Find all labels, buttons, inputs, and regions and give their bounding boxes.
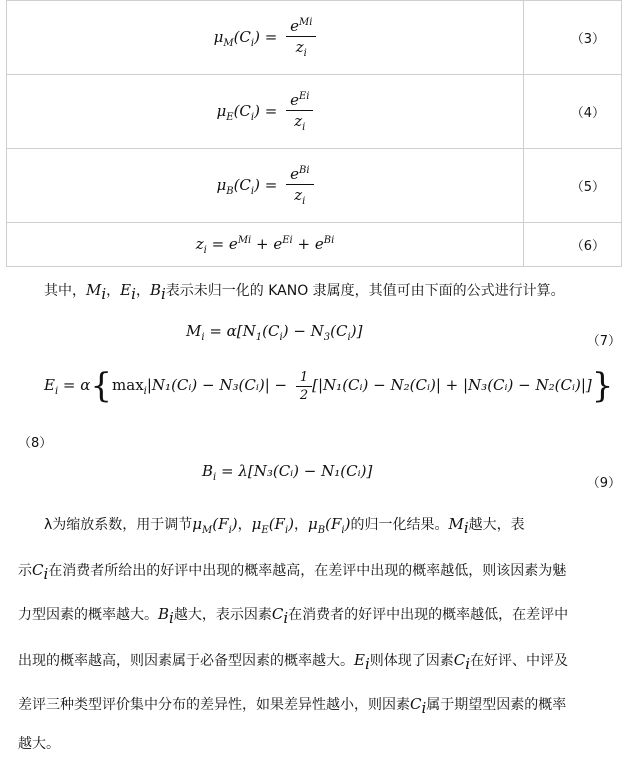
formula-cell [7, 75, 524, 149]
formula-5: $\mu_B(C_i)$ = $\frac{e^{Bi}}{z_i}$ [216, 176, 313, 194]
equation-number: （5） [524, 149, 622, 223]
intro-text: 其中，$M_i$，$E_i$，$B_i$表示未归一化的 KANO 隶属度，其值可由下面的公式进行计算。 [44, 281, 565, 303]
formula-row-5 [7, 149, 622, 223]
equation-number: （4） [524, 75, 622, 149]
formula-row-3 [7, 1, 622, 75]
formula-cell [7, 223, 524, 267]
equation-number: （8） [18, 436, 53, 451]
paragraph-line: λ为缩放系数，用于调节$\mu_M(F_i)$，$\mu_E(F_i)$，$\mu_B(F_i)$的归一化结果。$M_i$越大，表 [44, 515, 525, 537]
formula-9: $B_i$ = λ[N₃(Cᵢ) − N₁(Cᵢ)] [202, 462, 373, 483]
paragraph-line: 越大。 [18, 736, 60, 752]
formula-row-6 [7, 223, 622, 267]
formula-cell [7, 149, 524, 223]
formula-7: $M_i = \alpha[N_1(C_i) - N_3(C_i)]$ [186, 322, 363, 343]
formula-8: $E_i$ = $\alpha\{\max_i|N_1(Cᵢ)$ − N₃(Cᵢ)| − $\frac{1}{2}$ [|N₁(Cᵢ) − N₂(Cᵢ)| + |N₃(Cᵢ) − N₂(Cᵢ)|]} [44, 366, 614, 406]
equation-number: （3） [524, 1, 622, 75]
formula-6: $z_i = e^{Mi} + e^{Ei} + e^{Bi}$ [195, 234, 335, 256]
paragraph-line: 示$C_i$在消费者所给出的好评中出现的概率越高，在差评中出现的概率越低，则该因素为魅 [18, 561, 567, 583]
paragraph-line: 力型因素的概率越大。$B_i$越大，表示因素$C_i$在消费者的好评中出现的概率越低，在差评中 [18, 605, 569, 627]
formula-row-4 [7, 75, 622, 149]
formula-cell [7, 1, 524, 75]
paragraph-line: 出现的概率越高，则因素属于必备型因素的概率越大。$E_i$则体现了因素$C_i$在好评、中评及 [18, 651, 569, 673]
equation-number: （6） [524, 223, 622, 267]
formula-4: $\mu_E(C_i)$ = $\frac{e^{Ei}}{z_i}$ [217, 102, 314, 120]
paragraph-line: 差评三种类型评价集中分布的差异性，如果差异性越小，则因素$C_i$属于期望型因素的概率 [18, 695, 567, 717]
equation-number: （7） [586, 334, 621, 349]
equation-number: （9） [586, 476, 621, 491]
formula-3: $\mu_M(C_i)$ = $\frac{e^{Mi}}{z_i}$ [214, 28, 317, 46]
formula-table [6, 0, 622, 267]
